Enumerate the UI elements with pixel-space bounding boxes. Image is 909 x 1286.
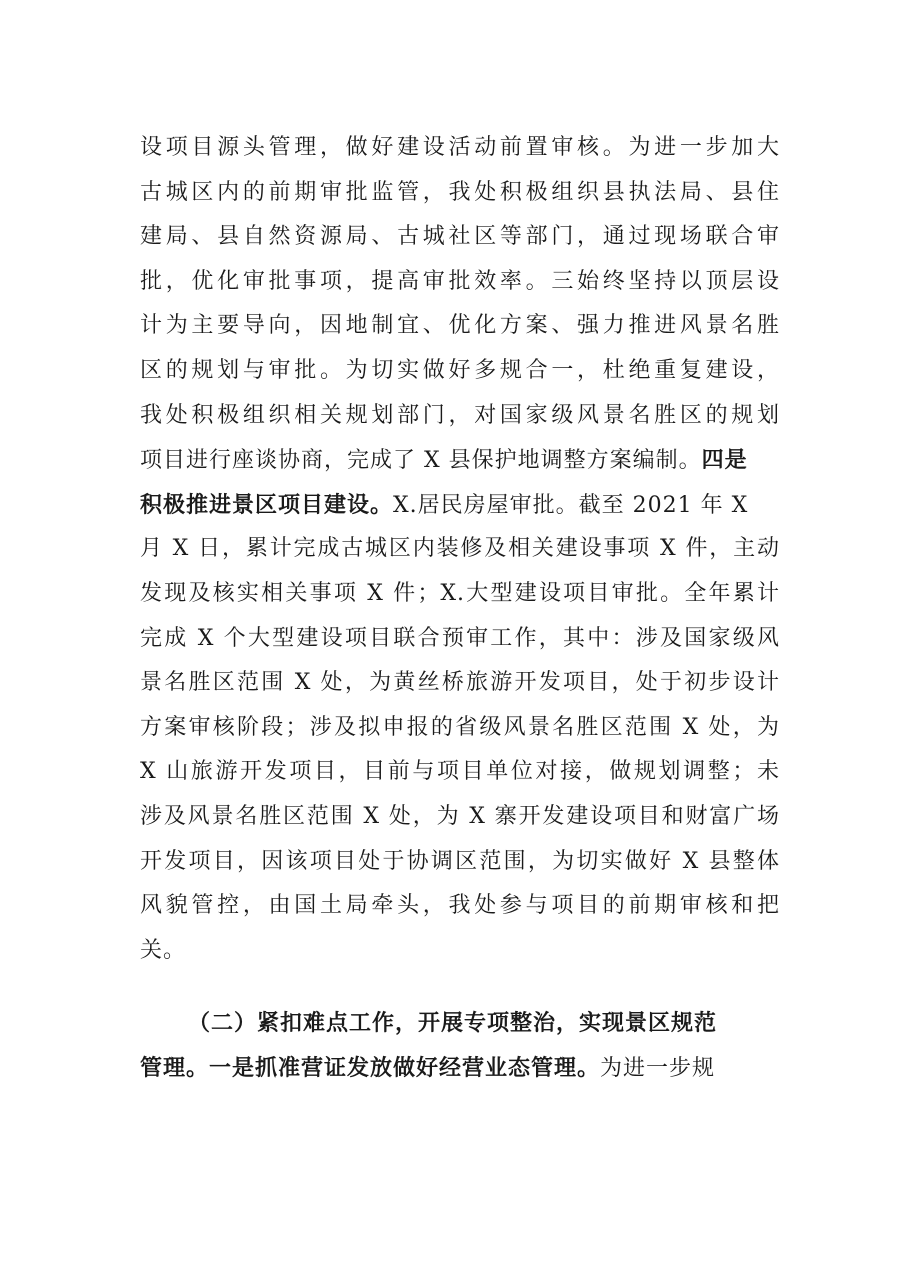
text-line: 古城区内的前期审批监管，我处积极组织县执法局、县住 xyxy=(140,179,780,205)
text-run: 项目进行座谈协商，完成了 X 县保护地调整方案编制。 xyxy=(140,448,702,474)
text-line: 发现及核实相关事项 X 件；X.大型建设项目审批。全年累计 xyxy=(140,580,780,606)
text-line: 设项目源头管理，做好建设活动前置审核。为进一步加大 xyxy=(140,135,780,160)
text-run: X.居民房屋审批。截至 2021 年 X xyxy=(393,492,749,518)
text-line: 批，优化审批事项，提高审批效率。三始终坚持以顶层设 xyxy=(140,268,780,294)
text-line: 完成 X 个大型建设项目联合预审工作，其中：涉及国家级风 xyxy=(140,625,780,651)
paragraph-gap xyxy=(140,973,780,1001)
text-line: 我处积极组织相关规划部门，对国家级风景名胜区的规划 xyxy=(140,402,780,428)
text-line: 涉及风景名胜区范围 X 处，为 X 寨开发建设项目和财富广场 xyxy=(140,803,780,829)
text-line: X 山旅游开发项目，目前与项目单位对接，做规划调整；未 xyxy=(140,759,780,785)
text-line: 开发项目，因该项目处于协调区范围，为切实做好 X 县整体 xyxy=(140,848,780,874)
section-heading-line: （二）紧扣难点工作，开展专项整治，实现景区规范 xyxy=(188,1010,718,1037)
bold-heading-run: 管理。一是抓准营证发放做好经营业态管理。 xyxy=(140,1054,601,1081)
text-line: 景名胜区范围 X 处，为黄丝桥旅游开发项目，处于初步设计 xyxy=(140,670,780,696)
text-line-with-bold-head xyxy=(140,1046,780,1091)
text-line-with-bold-tail xyxy=(140,438,780,483)
text-line-with-bold-head xyxy=(140,483,780,528)
text-line: 月 X 日，累计完成古城区内装修及相关建设事项 X 件，主动 xyxy=(140,536,780,562)
text-run: 为进一步规 xyxy=(600,1055,716,1081)
text-line: 风貌管控，由国土局牵头，我处参与项目的前期审核和把 xyxy=(140,893,780,919)
text-line: 方案审核阶段；涉及拟申报的省级风景名胜区范围 X 处，为 xyxy=(140,714,780,740)
text-line: 关。 xyxy=(140,937,187,963)
bold-heading-run: 四是 xyxy=(701,447,748,474)
text-line: 区的规划与审批。为切实做好多规合一，杜绝重复建设， xyxy=(140,357,780,383)
text-line: 建局、县自然资源局、古城社区等部门，通过现场联合审 xyxy=(140,224,780,250)
bold-heading-run: 积极推进景区项目建设。 xyxy=(140,491,394,518)
document-body xyxy=(140,126,780,1090)
text-line: 计为主要导向，因地制宜、优化方案、强力推进风景名胜 xyxy=(140,313,780,339)
